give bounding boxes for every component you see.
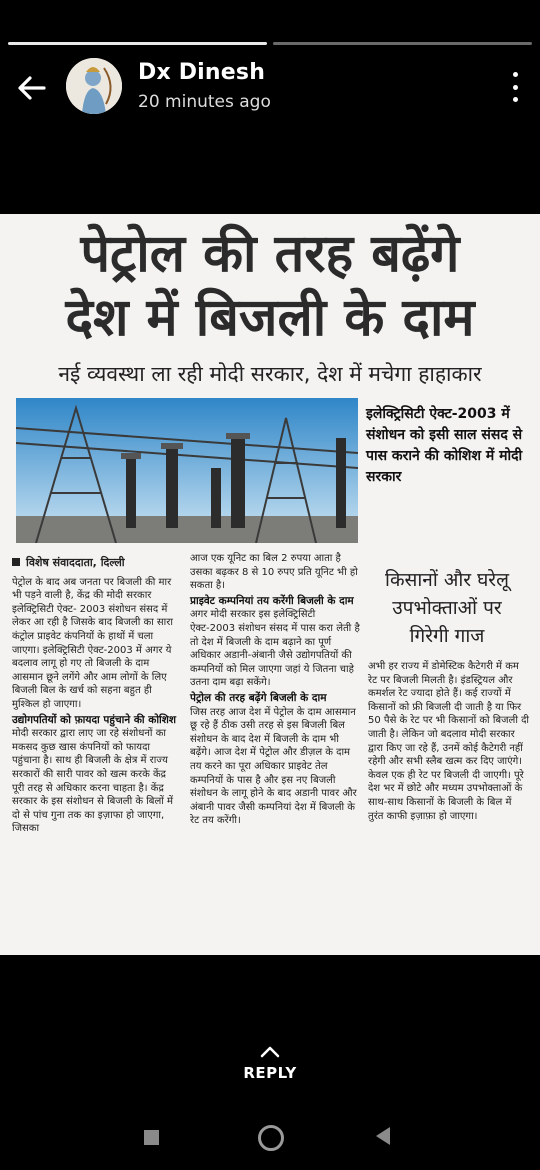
article-column-2 [190, 552, 360, 828]
article-subhead: उद्योगपतियों को फ़ायदा पहुंचाने की कोशिश [12, 713, 177, 726]
system-navigation-bar [0, 1115, 540, 1160]
author-name[interactable]: Dx Dinesh [138, 60, 266, 85]
chevron-up-icon [260, 1046, 280, 1058]
article-paragraph: अभी हर राज्य में डोमेस्टिक कैटेगरी में कम रेट पर बिजली मिलती है। इंडस्ट्रियल और कमर्शल रेट ज्यादा होते हैं। कई राज्यों में किसानों को फ्री बिजली दी जाती है या फिर 50 पैसे के रेट पर भी किसानों को बिजली दी जाती है। लेकिन जो बदलाव मोदी सरकार द्वारा किए जा रहे हैं, उनमें कोई कैटेगरी नहीं रहेगी और सभी स्लैब खत्म कर दिए जाएंगे। केवल एक ही रेट पर बिजली दी जाएगी। पूरे देश भर में छोटे और मध्यम उपभोक्ताओं के साथ-साथ किसानों के बिजली के बिल में तुरंत काफी इज़ाफ़ा हो जाएगा। [368, 661, 529, 822]
article-paragraph: मोदी सरकार द्वारा लाए जा रहे संशोधनों का मकसद कुछ खास कंपनियों को फायदा पहुंचाना है। साथ ही बिजली के क्षेत्र में राज्य सरकारों की सारी पावर को खत्म करके केंद्र पूरी तरह से अधिकार करना चाहता है। केंद्र सरकार के इस संशोधन से बिजली के बिलों में दो से पांच गुना तक का इज़ाफा हो जाएगा, जिसका [12, 728, 174, 835]
power-grid-photo [16, 398, 358, 543]
side-caption: इलेक्ट्रिसिटी ऐक्ट-2003 में संशोधन को इसी साल संसद से पास कराने की कोशिश में मोदी सरकार [366, 406, 523, 485]
reply-button[interactable] [0, 1046, 540, 1082]
article-paragraph: पेट्रोल के बाद अब जनता पर बिजली की मार भी पड़ने वाली है, केंद्र की मोदी सरकार इलेक्ट्रिसिटी ऐक्ट- 2003 संशोधन संसद में लेकर आ रही है जिसके बाद बिजली का सारा कंट्रोल प्राइवेट कंपनियों के हाथों में चला जाएगा। इलेक्ट्रिसिटी ऐक्ट-2003 में अगर ये बदलाव लागू हो गए तो बिजली के दाम आसमान छूने लगेंगे और आम लोगों के लिए बिजली बिल के खर्च को सहना बहुत ही मुश्किल हो जाएगा। [12, 576, 173, 710]
article-paragraph: जिस तरह आज देश में पेट्रोल के दाम आसमान छू रहे हैं ठीक उसी तरह से इस बिजली बिल संशोधन के बाद देश में बिजली के दाम भी बढ़ेंगे। आज देश में पेट्रोल और डीज़ल के दाम तय करने का पूरा अधिकार प्राइवेट तेल कम्पनियों के पास है और इस नए बिजली संशोधन के लागू होने के बाद अडानी पावर और अंबानी पावर जैसी कम्पनियां देश में बिजली के रेट तय करेंगी। [190, 706, 357, 827]
avatar[interactable] [66, 58, 122, 114]
recent-apps-icon[interactable] [144, 1130, 159, 1145]
back-triangle-icon[interactable] [376, 1127, 390, 1145]
home-icon[interactable] [258, 1125, 284, 1151]
more-options-icon[interactable] [510, 72, 520, 102]
article-paragraph: अगर मोदी सरकार इस इलेक्ट्रिसिटी ऐक्ट-2003 संशोधन संसद में पास करा लेती है तो देश में बिजली के दाम बढ़ाने का पूर्ण अधिकार अडानी-अंबानी जैसे उद्योगपतियों की कम्पनियों को मिल जाएगा जहां ये जितना चाहे उतना दाम बढ़ा सकेंगे। [190, 609, 360, 689]
article-paragraph: आज एक यूनिट का बिल 2 रुपया आता है उसका बढ़कर 8 से 10 रुपए प्रति यूनिट भी हो सकता है। [190, 553, 358, 592]
article-column-3 [368, 660, 530, 823]
back-arrow-icon[interactable] [14, 70, 50, 106]
article-subhead: प्राइवेट कम्पनियां तय करेंगी बिजली के दाम [190, 594, 354, 607]
article-column-1 [12, 556, 177, 836]
article-subhead: पेट्रोल की तरह बढ़ेंगे बिजली के दाम [190, 691, 327, 704]
progress-segment-viewed [8, 42, 267, 45]
newspaper-subheadline: नई व्यवस्था ला रही मोदी सरकार, देश में मचेगा हाहाकार [58, 362, 482, 386]
headline-line-1: पेट्रोल की तरह बढ़ेंगे [80, 224, 460, 284]
newspaper-headline [0, 222, 540, 350]
byline: विशेष संवाददाता, दिल्ली [12, 556, 177, 570]
box-heading: किसानों और घरेलू उपभोक्ताओं पर गिरेगी गाज [385, 569, 509, 647]
reply-label: REPLY [243, 1064, 297, 1082]
headline-line-2: देश में बिजली के दाम [65, 288, 475, 348]
post-timestamp: 20 minutes ago [138, 92, 271, 112]
progress-segment-current [273, 42, 532, 45]
newspaper-clipping-image [0, 214, 540, 955]
story-progress-bar [8, 42, 532, 45]
story-header [0, 52, 540, 122]
